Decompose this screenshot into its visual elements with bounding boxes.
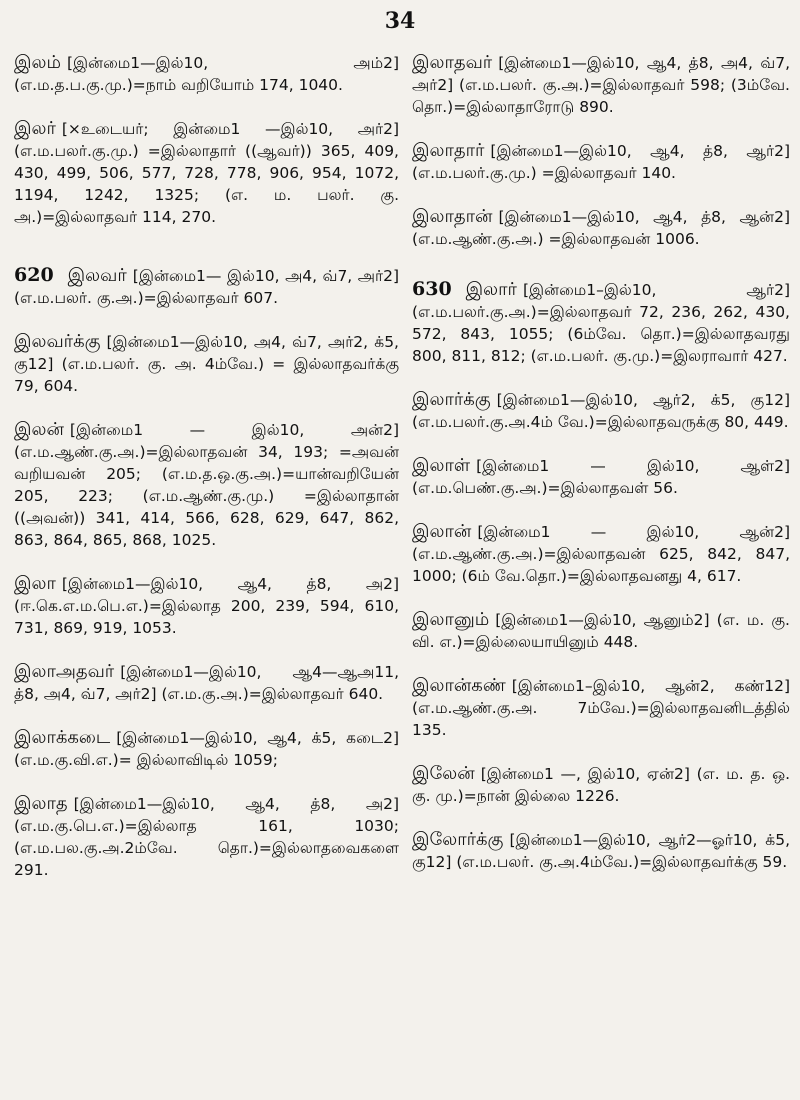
dictionary-entry	[14, 331, 399, 397]
entry-headword: இலாதான்	[412, 206, 493, 227]
entry-number: 630	[412, 278, 452, 300]
dictionary-entry	[14, 52, 399, 96]
entry-definition: [இன்மை1 — இல்10, ஆள்2] (எ.ம.பெண்.கு.அ.)=இல்லாதவள் 56.	[412, 457, 790, 497]
left-column	[14, 52, 399, 903]
dictionary-entry	[412, 455, 790, 499]
entry-definition: [இன்மை1–இல்10, ஆன்2, கண்12] (எ.ம.ஆண்.கு.அ. 7ம்வே.)=இல்லாதவனிடத்தில் 135.	[412, 677, 790, 739]
entry-definition: [இன்மை1 — இல்10, அன்2] (எ.ம.ஆண்.கு.அ.)=இல்லாதவன் 34, 193; =அவன் வறியவன் 205; (எ.ம.த.ஒ.கு.அ.)=யான்வறியேன் 205, 223; (எ.ம.ஆண்.கு.மு.) =இல்லாதான் ((அவன்)) 341, 414, 566, 628, 629, 647, 862, 863, 864, 865, 868, 1025.	[14, 421, 399, 549]
dictionary-entry	[14, 573, 399, 639]
right-column	[412, 52, 790, 895]
dictionary-entry	[14, 118, 399, 228]
entry-headword: இலார்க்கு	[412, 389, 491, 410]
dictionary-entry	[14, 419, 399, 551]
entry-definition: [இன்மை1— இல்10, அ4, வ்7, அர்2] (எ.ம.பலர். கு.அ.)=இல்லாதவர் 607.	[14, 267, 399, 307]
entry-definition: [இன்மை1–இல்10, ஆர்2] (எ.ம.பலர்.கு.அ.)=இல்லாதவர் 72, 236, 262, 430, 572, 843, 1055; (6ம்வே. தொ.)=இல்லாதவரது 800, 811, 812; (எ.ம.பலர். கு.மு.)=இலராவார் 427.	[412, 281, 790, 365]
entry-definition: [இன்மை1—இல்10, ஆர்2—ஓர்10, க்5, கு12] (எ.ம.பலர். கு.அ.4ம்வே.)=இல்லாதவர்க்கு 59.	[412, 831, 790, 871]
entry-headword: இலாதார்	[412, 140, 485, 161]
dictionary-entry	[14, 661, 399, 705]
dictionary-entry	[14, 264, 399, 309]
entry-headword: இலவர்	[67, 265, 127, 286]
entry-definition: [இன்மை1—இல்10, ஆ4, த்8, அ2] (ஈ.கெ.எ.ம.பெ.எ.)=இல்லாத 200, 239, 594, 610, 731, 869, 919, 1053.	[14, 575, 399, 637]
dictionary-entry	[412, 521, 790, 587]
entry-headword: இலவர்க்கு	[14, 331, 101, 352]
dictionary-entry	[412, 278, 790, 367]
entry-definition: [×உடையர்; இன்மை1 —இல்10, அர்2] (எ.ம.பலர்.கு.மு.) =இல்லாதார் ((ஆவர்)) 365, 409, 430, 499, 506, 577, 728, 778, 906, 954, 1072, 1194, 1242, 1325; (எ. ம. பலர். கு. அ.)=இல்லாதவர் 114, 270.	[14, 120, 399, 226]
entry-definition: [இன்மை1—இல்10, அம்2] (எ.ம.த.ப.கு.மு.)=நாம் வறியோம் 174, 1040.	[14, 54, 399, 94]
dictionary-entry	[412, 609, 790, 653]
entry-definition: [இன்மை1—இல்10, ஆ4, த்8, அ2] (எ.ம.கு.பெ.எ.)=இல்லாத 161, 1030; (எ.ம.பல.கு.அ.2ம்வே. தொ.)=இல்லாதவைகளை 291.	[14, 795, 399, 879]
dictionary-entry	[14, 727, 399, 771]
entry-headword: இலான்கண்	[412, 675, 506, 696]
entry-headword: இலம்	[14, 52, 61, 73]
dictionary-entry	[14, 793, 399, 881]
entry-definition: [இன்மை1 —, இல்10, ஏன்2] (எ. ம. த. ஒ. கு. மு.)=நான் இல்லை 1226.	[412, 765, 790, 805]
entry-headword: இலாஅதவர்	[14, 661, 115, 682]
entry-definition: [இன்மை1—இல்10, ஆ4, த்8, ஆன்2] (எ.ம.ஆண்.கு.அ.) =இல்லாதவன் 1006.	[412, 208, 790, 248]
entry-headword: இலேன்	[412, 763, 475, 784]
entry-definition: [இன்மை1—இல்10, ஆனும்2] (எ. ம. கு. வி. எ.)=இல்லையாயினும் 448.	[412, 611, 790, 651]
entry-headword: இலாதவர்	[412, 52, 493, 73]
dictionary-entry	[412, 829, 790, 873]
dictionary-entry	[412, 763, 790, 807]
entry-definition: [இன்மை1—இல்10, ஆ4, த்8, ஆர்2] (எ.ம.பலர்.கு.மு.) =இல்லாதவர் 140.	[412, 142, 790, 182]
entry-definition: [இன்மை1—இல்10, ஆர்2, க்5, கு12] (எ.ம.பலர்.கு.அ.4ம் வே.)=இல்லாதவருக்கு 80, 449.	[412, 391, 790, 431]
page-number: 34	[384, 8, 416, 34]
entry-headword: இலா	[14, 573, 56, 594]
dictionary-entry	[412, 52, 790, 118]
dictionary-entry	[412, 675, 790, 741]
dictionary-entry	[412, 206, 790, 250]
entry-headword: இலாள்	[412, 455, 471, 476]
entry-number: 620	[14, 264, 54, 286]
entry-headword: இலான்	[412, 521, 472, 542]
entry-definition: [இன்மை1—இல்10, ஆ4—ஆஅ11, த்8, அ4, வ்7, அர்2] (எ.ம.கு.அ.)=இல்லாதவர் 640.	[14, 663, 399, 703]
entry-headword: இலர்	[14, 118, 56, 139]
dictionary-entry	[412, 389, 790, 433]
dictionary-entry	[412, 140, 790, 184]
entry-headword: இலாத	[14, 793, 68, 814]
entry-headword: இலாக்கடை	[14, 727, 111, 748]
entry-headword: இலன்	[14, 419, 64, 440]
entry-definition: [இன்மை1—இல்10, அ4, வ்7, அர்2, க்5, கு12] (எ.ம.பலர். கு. அ. 4ம்வே.) = இல்லாதவர்க்கு 79, 604.	[14, 333, 399, 395]
entry-definition: [இன்மை1 — இல்10, ஆன்2] (எ.ம.ஆண்.கு.அ.)=இல்லாதவன் 625, 842, 847, 1000; (6ம் வே.தொ.)=இல்லாதவனது 4, 617.	[412, 523, 790, 585]
entry-definition: [இன்மை1—இல்10, ஆ4, த்8, அ4, வ்7, அர்2] (எ.ம.பலர். கு.அ.)=இல்லாதவர் 598; (3ம்வே. தொ.)=இல்லாதாரோடு 890.	[412, 54, 790, 116]
entry-definition: [இன்மை1—இல்10, ஆ4, க்5, கடை2] (எ.ம.கு.வி.எ.)= இல்லாவிடில் 1059;	[14, 729, 399, 769]
entry-headword: இலோர்க்கு	[412, 829, 504, 850]
entry-headword: இலார்	[465, 279, 517, 300]
entry-headword: இலானும்	[412, 609, 490, 630]
